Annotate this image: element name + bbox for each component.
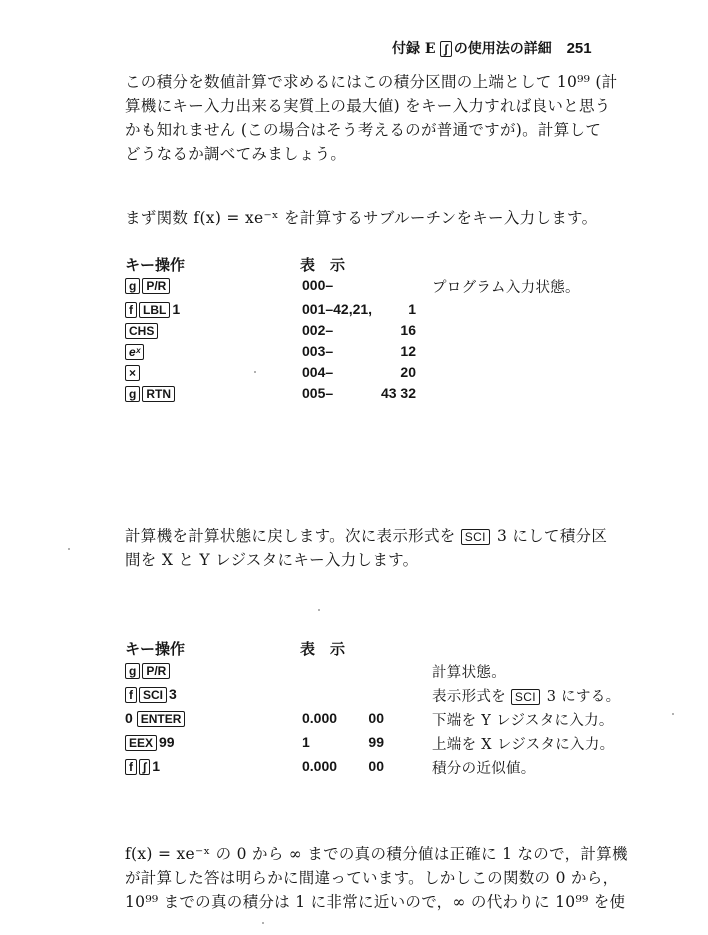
table-row-keys [125,343,146,360]
table-row-keys [125,322,160,339]
table-row-display: 003– [302,343,334,359]
paragraph-line: どうなるか調べてみましょう。 [125,145,347,163]
table-row-keys [125,364,142,381]
display-step: 001–42,21, [302,301,373,317]
note-text: 3 にする。 [546,689,621,705]
table-row-note: 計算状態。 [432,665,506,681]
display-exponent: 00 [368,710,384,726]
header-appendix-letter: E [424,41,436,57]
table-row-keys [125,301,180,318]
paragraph-line: この積分を数値計算で求めるにはこの積分区間の上端として 10⁹⁹ (計 [125,73,618,91]
table1-head-keys: キー操作 [125,256,186,274]
key-suffix: 99 [159,734,175,750]
note-text: 表示形式を [432,689,506,705]
conclusion-paragraph [125,842,628,914]
integrate-key-icon: ∫ [139,759,150,775]
table-row-note: 上端を X レジスタに入力。 [432,737,615,753]
table2-head-keys: キー操作 [125,640,186,658]
g-key: g [125,663,140,679]
subroutine-paragraph [125,206,597,230]
scan-speck [318,609,320,611]
display-step: 000– [302,277,334,293]
page-number: 251 [566,40,592,57]
running-header [392,38,592,58]
paragraph-text: 3 にして積分区 [496,527,608,545]
sci-key: SCI [139,687,167,703]
header-title: の使用法の詳細 [453,41,552,57]
table-row-note [432,685,620,706]
display-mantissa: 0.000 [302,758,338,774]
p-r-key: P/R [142,278,170,294]
display-mantissa: 1 [302,734,310,750]
key-prefix: 0 [125,710,133,726]
chs-key: CHS [125,323,158,339]
table-row-keys [125,734,175,751]
display-mantissa: 0.000 [302,710,338,726]
table-row-note: プログラム入力状態。 [432,280,580,296]
enter-key: ENTER [137,711,186,727]
table1-head-display: 表 示 [300,256,346,274]
calc-mode-paragraph [125,524,607,572]
key-suffix: 1 [152,758,161,774]
paragraph-line: f(x) = xe⁻ˣ の 0 から ∞ までの真の積分値は正確に 1 なので，計算機 [125,845,628,863]
intro-paragraph [125,70,618,166]
table-row-keys [125,758,160,775]
scan-speck [262,922,264,924]
table-row-keys [125,385,177,402]
multiply-key: × [125,365,140,381]
scan-speck [254,371,256,373]
f-key: f [125,687,137,703]
table-row-keys [125,277,172,294]
table-row-display [302,277,333,293]
paragraph-line [125,524,607,548]
table-row-note: 積分の近似値。 [432,761,536,777]
paragraph-line: 算機にキー入力出来る実質上の最大値) をキー入力すれば良いと思う [125,97,611,115]
scan-speck [672,713,674,715]
table-row-keys [125,686,177,703]
display-code: 16 [400,322,416,338]
lbl-key: LBL [139,302,170,318]
header-prefix: 付録 [392,41,420,57]
table-row-display [302,301,372,317]
f-key: f [125,759,137,775]
p-r-key: P/R [142,663,170,679]
display-code: 43 32 [380,385,416,401]
display-code: 12 [400,343,416,359]
table-row-display: 002– [302,322,334,338]
paragraph-line: 間を X と Y レジスタにキー入力します。 [125,551,419,569]
paragraph-line: かも知れません (この場合はそう考えるのが普通ですが)。計算して [125,121,602,139]
table-row-keys [125,662,172,679]
key-suffix: 3 [169,686,177,702]
f-key: f [125,302,137,318]
paragraph-line: 10⁹⁹ までの真の積分は 1 に非常に近いので，∞ の代わりに 10⁹⁹ を使 [125,893,626,911]
g-key: g [125,278,140,294]
sci-key: SCI [461,529,490,545]
table2-head-display: 表 示 [300,640,346,658]
table-row-keys [125,710,187,727]
g-key: g [125,386,140,402]
exp-key: eˣ [125,344,144,360]
scan-speck [68,548,70,550]
table-row-display: 005– [302,385,334,401]
integrate-key-icon: ∫ [440,41,451,57]
paragraph-line: まず関数 f(x) = xe⁻ˣ を計算するサブルーチンをキー入力します。 [125,209,598,227]
display-code: 1 [408,301,416,317]
display-code: 20 [400,364,416,380]
paragraph-line: が計算した答は明らかに間違っています。しかしこの関数の 0 から， [125,869,619,887]
table-row-display: 004– [302,364,334,380]
rtn-key: RTN [142,386,175,402]
display-exponent: 00 [368,758,384,774]
key-suffix: 1 [172,301,181,317]
display-exponent: 99 [368,734,384,750]
sci-key: SCI [511,689,540,705]
paragraph-text: 計算機を計算状態に戻します。次に表示形式を [125,527,456,545]
eex-key: EEX [125,735,157,751]
table-row-note: 下端を Y レジスタに入力。 [432,713,614,729]
